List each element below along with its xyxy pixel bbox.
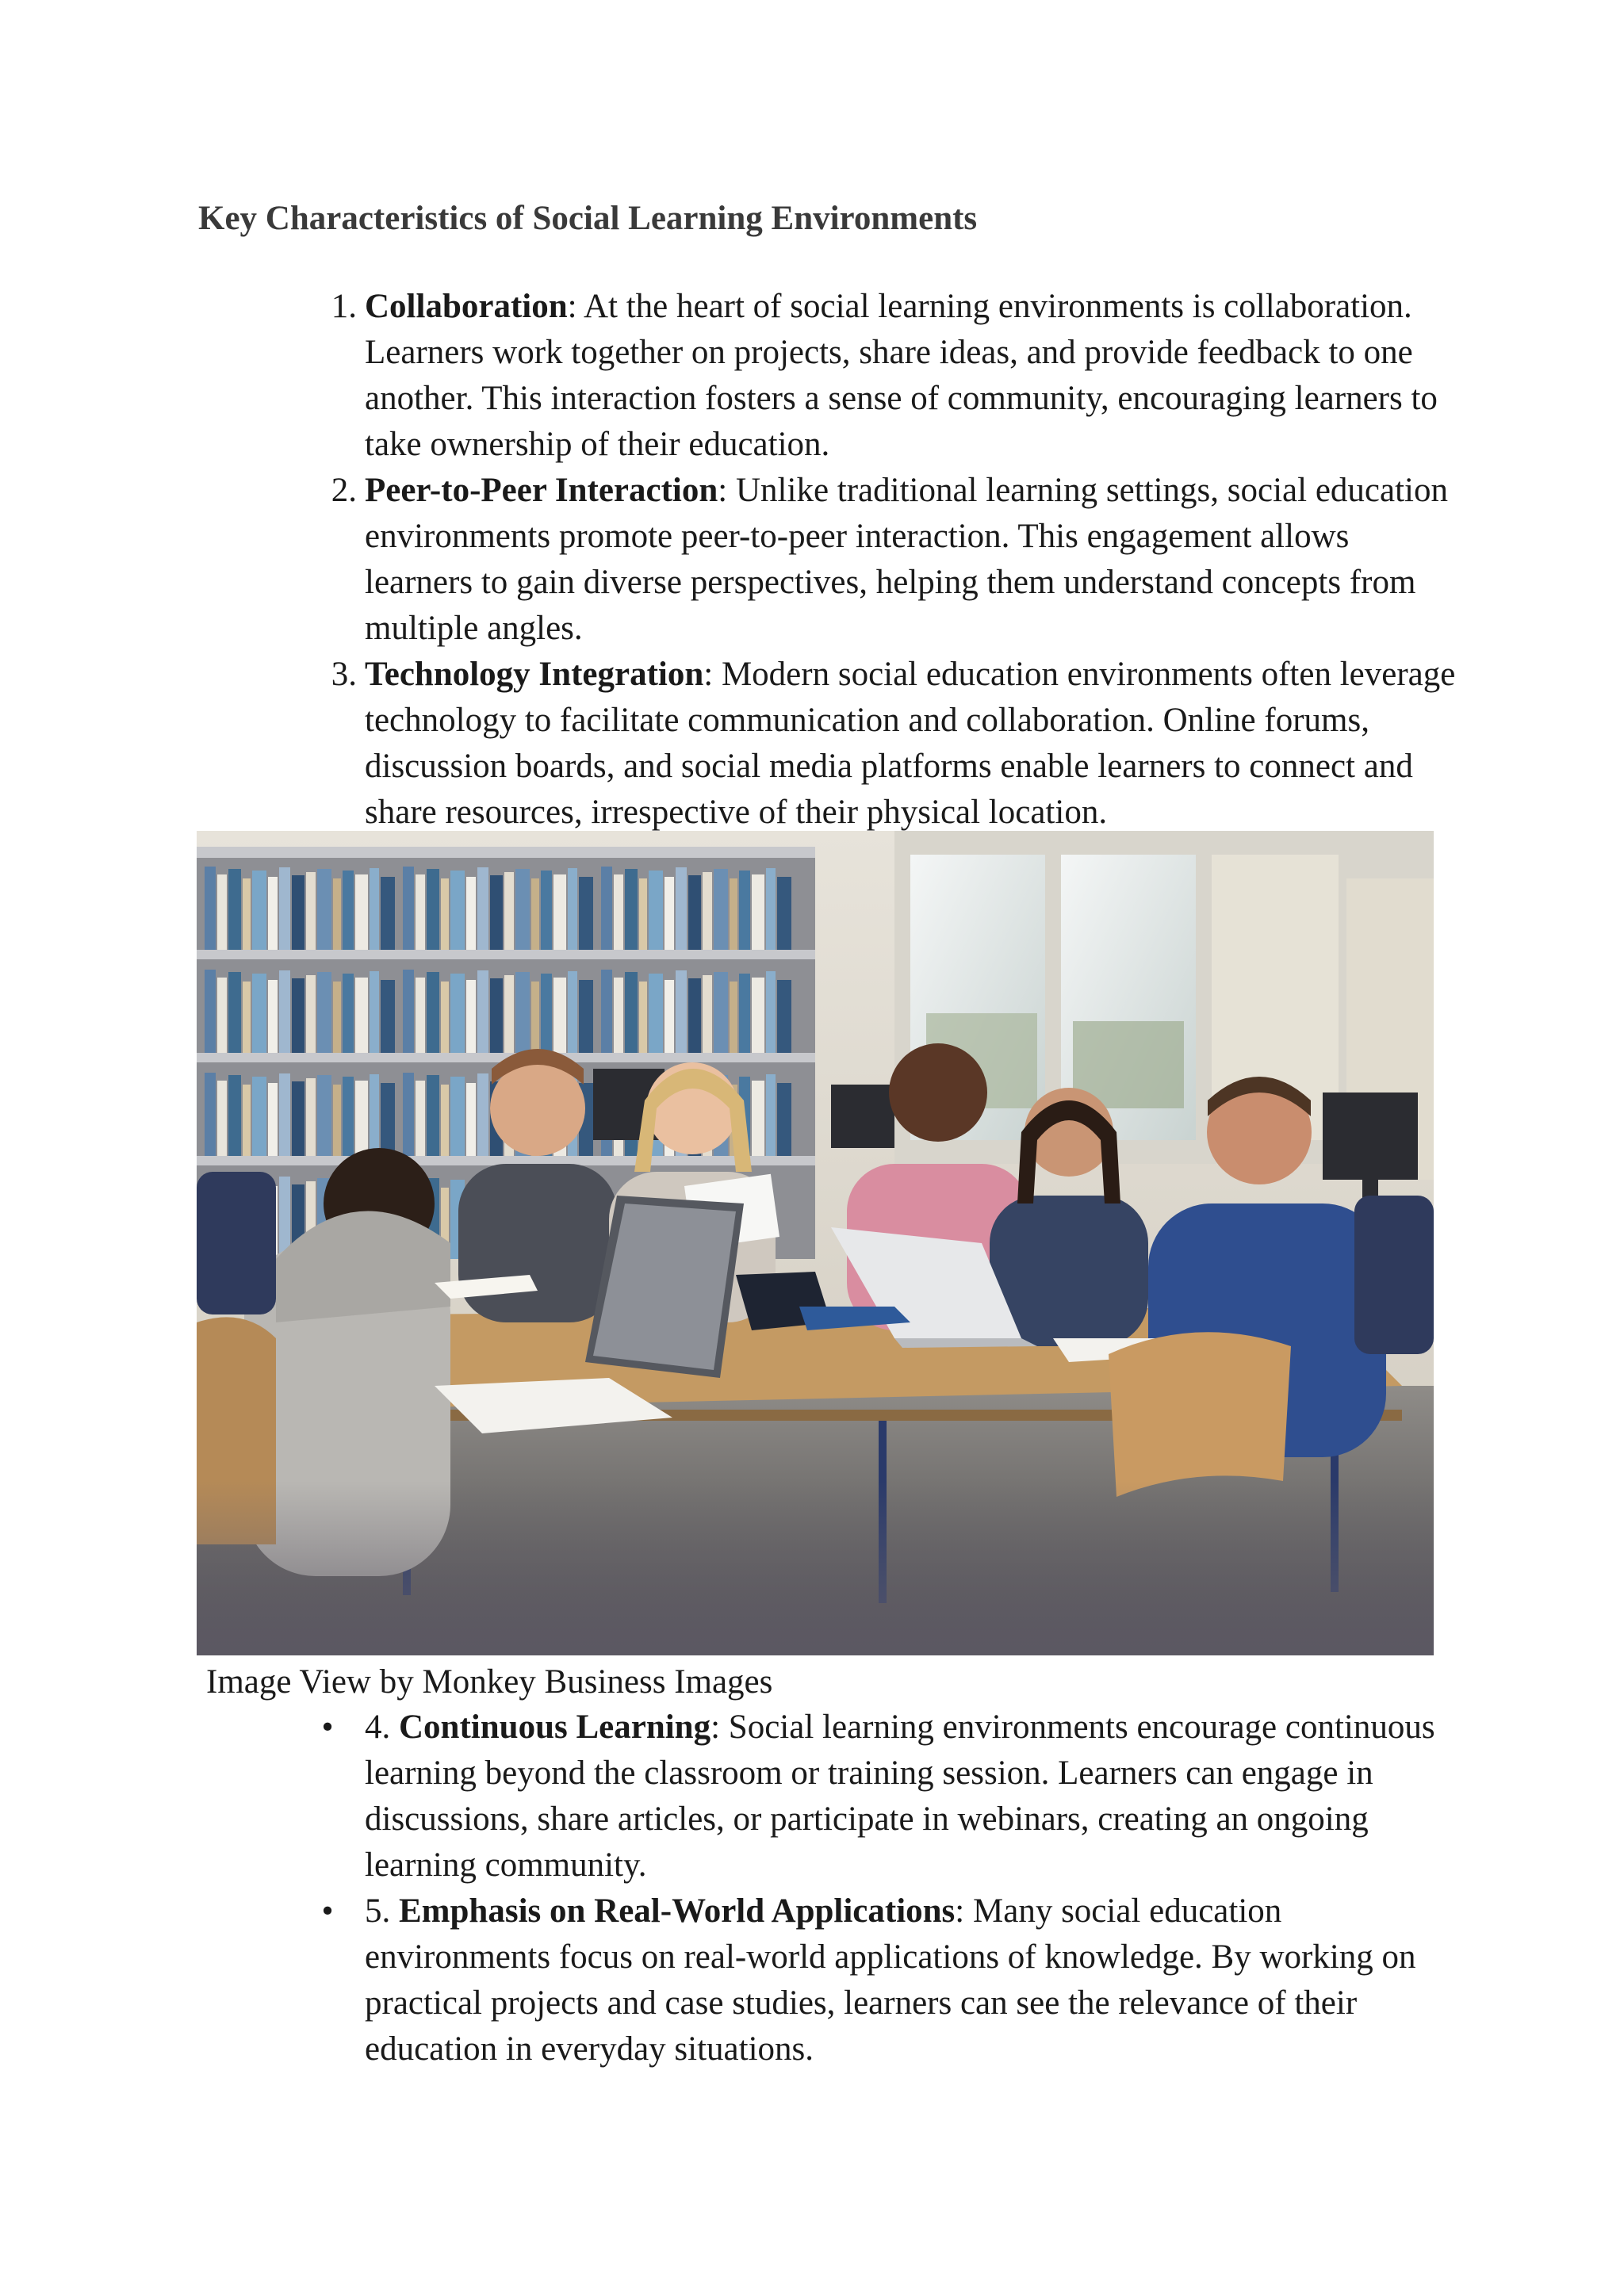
- list-number: 1.: [331, 288, 357, 325]
- item-title: Continuous Learning: [399, 1709, 711, 1746]
- list-number: 2.: [331, 472, 357, 509]
- bulleted-list: [321, 1705, 1459, 2072]
- item-title: Technology Integration: [365, 656, 704, 693]
- item-text: : Unlike traditional learning settings, social education environments promote peer-to-peer interaction. This engagement allows learners to gain diverse perspectives, helping them understand concepts from multiple angles.: [365, 472, 1448, 647]
- item-text: : At the heart of social learning environments is collaboration. Learners work together on projects, share ideas, and provide feedback to one another. This interaction fosters a sense of community, encouraging learners to take ownership of their education.: [365, 288, 1438, 463]
- list-item: [331, 284, 1459, 468]
- item-title: Peer-to-Peer Interaction: [365, 472, 718, 509]
- list-item: [331, 652, 1459, 836]
- item-title: Collaboration: [365, 288, 568, 325]
- photo-illustration: [197, 831, 1434, 1655]
- item-title: Emphasis on Real-World Applications: [399, 1892, 956, 1930]
- page-heading: Key Characteristics of Social Learning Environments: [198, 200, 978, 237]
- list-number: 3.: [331, 656, 357, 693]
- item-text: : Many social education environments focus on real-world applications of knowledge. By working on practical projects and case studies, learners can see the relevance of their education in everyday situations.: [365, 1892, 1416, 2068]
- list-item: [321, 1705, 1459, 1888]
- item-number: 4.: [365, 1709, 399, 1746]
- image-caption: Image View by Monkey Business Images: [206, 1663, 773, 1701]
- item-number: 5.: [365, 1892, 399, 1930]
- bullet-marker: •: [321, 1892, 334, 1930]
- item-text: : Modern social education environments often leverage technology to facilitate communication and collaboration. Online forums, discussion boards, and social media platforms enable learners to connect and share resources, irrespective of their physical location.: [365, 656, 1456, 831]
- classroom-photo: [197, 831, 1434, 1655]
- list-item: [331, 468, 1459, 652]
- list-item: [321, 1888, 1459, 2072]
- item-text: : Social learning environments encourage continuous learning beyond the classroom or training session. Learners can engage in discussions, share articles, or participate in webinars, creating an ongoing learning community.: [365, 1709, 1435, 1884]
- numbered-list: [331, 284, 1459, 836]
- bullet-marker: •: [321, 1709, 334, 1746]
